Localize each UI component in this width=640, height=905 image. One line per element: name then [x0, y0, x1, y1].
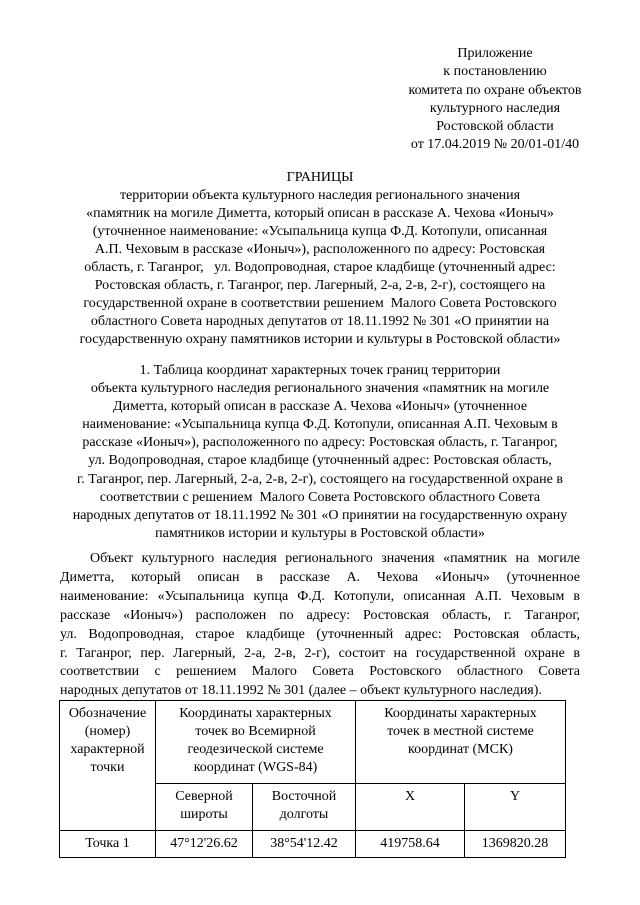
- subtitle-line: государственной охране в соответствии решением Малого Совета Ростовского: [83, 296, 557, 311]
- subtitle-line: (уточненное наименование: «Усыпальница купца Ф.Д. Котопули, описанная: [92, 224, 548, 239]
- appendix-line: культурного наследия: [429, 100, 561, 116]
- table-row: [60, 831, 566, 858]
- section-line: народных депутатов от 18.11.1992 № 301 «О принятии на государственную охрану: [72, 507, 568, 523]
- header-line: Координаты характерных: [384, 706, 537, 721]
- east-longitude-header: [253, 784, 356, 831]
- subtitle-line: «памятник на могиле Диметта, который описан в рассказе А. Чехова «Ионыч»: [86, 206, 554, 221]
- header-line: точек во Всемирной: [195, 724, 316, 739]
- section-line: памятников истории и культуры в Ростовской области»: [155, 525, 485, 541]
- section-line: ул. Водопроводная, старое кладбище (уточненный адрес: Ростовская область,: [88, 453, 552, 469]
- x-header: X: [356, 784, 465, 831]
- paragraph-line: народных депутатов от 18.11.1992 № 301 (далее – объект культурного наследия).: [60, 683, 542, 699]
- y-header: Y: [465, 784, 566, 831]
- header-line: Обозначение: [68, 706, 147, 721]
- header-line: характерной: [70, 742, 145, 757]
- table-header-row: [60, 701, 566, 784]
- subtitle-line: территории объекта культурного наследия регионального значения: [119, 188, 521, 203]
- appendix-line: к постановлению: [443, 64, 547, 80]
- document-title: ГРАНИЦЫ: [286, 170, 354, 185]
- subtitle-line: А.П. Чеховым в рассказе «Ионыч»), расположенного по адресу: Ростовская: [94, 242, 546, 257]
- section-line: рассказе «Ионыч»), расположенного по адресу: Ростовская область, г. Таганрог,: [82, 435, 558, 451]
- header-line: координат (МСК): [408, 742, 513, 757]
- coordinates-table: [59, 700, 566, 858]
- header-line: Восточной: [271, 789, 337, 804]
- paragraph-line: г. Таганрог, пер. Лагерный, 2-а, 2-в, 2-г), состоит на государственной охране в: [60, 645, 580, 661]
- appendix-line: от 17.04.2019 № 20/01-01/40: [410, 137, 580, 153]
- paragraph-line: соответствии с решением Малого Совета Ростовского областного Совета: [60, 664, 580, 680]
- appendix-block: [380, 45, 610, 155]
- header-line: точек в местной системе: [387, 724, 534, 739]
- section-line: наименование: «Усыпальница купца Ф.Д. Котопули, описанная А.П. Чеховым в: [82, 417, 558, 433]
- latitude-cell: 47°12'26.62: [156, 831, 253, 858]
- section-line: г. Таганрог, пер. Лагерный, 2-а, 2-в, 2-г), состоящего на государственной охране в: [77, 471, 563, 487]
- section-line: объекта культурного наследия регионального значения «памятник на могиле: [90, 381, 550, 397]
- point-name-cell: Точка 1: [60, 831, 156, 858]
- appendix-line: Ростовской области: [436, 119, 554, 135]
- col-wgs-header: [156, 701, 356, 784]
- header-line: Координаты характерных: [179, 706, 332, 721]
- header-line: долготы: [279, 807, 329, 822]
- section-line: 1. Таблица координат характерных точек границ территории: [139, 363, 501, 378]
- header-line: геодезической системе: [187, 742, 324, 757]
- paragraph-line: Диметта, который описан в рассказе А. Чехова «Ионыч» (уточненное: [60, 569, 580, 585]
- x-cell: 419758.64: [356, 831, 465, 858]
- paragraph-line: Объект культурного наследия регионального значения «памятник на могиле: [90, 551, 580, 566]
- header-line: Северной: [175, 789, 233, 804]
- col-msk-header: [356, 701, 566, 784]
- header-line: координат (WGS-84): [193, 760, 318, 775]
- paragraph-line: наименование: «Усыпальница купца Ф.Д. Котопули, описанная А.П. Чеховым в: [60, 588, 580, 604]
- header-line: точки: [90, 760, 125, 775]
- subtitle-line: областного Совета народных депутатов от 18.11.1992 № 301 «О принятии на: [90, 314, 550, 329]
- section-line: Диметта, который описан в рассказе А. Чехова «Ионыч» (уточненное: [112, 399, 528, 415]
- paragraph-line: рассказе «Ионыч») расположен по адресу: Ростовская область, г. Таганрог,: [60, 607, 580, 623]
- longitude-cell: 38°54'12.42: [253, 831, 356, 858]
- header-line: (номер): [84, 724, 131, 739]
- body-paragraph: [60, 550, 580, 701]
- document-subtitle: [0, 187, 640, 349]
- paragraph-line: ул. Водопроводная, старое кладбище (уточненный адрес: Ростовская область,: [60, 626, 580, 642]
- section-line: соответствии с решением Малого Совета Ростовского областного Совета: [99, 489, 541, 505]
- north-latitude-header: [156, 784, 253, 831]
- col-designation-header: [60, 701, 156, 831]
- header-line: широты: [180, 807, 228, 822]
- appendix-line: Приложение: [457, 46, 533, 61]
- subtitle-line: Ростовская область, г. Таганрог, пер. Лагерный, 2-а, 2-в, 2-г), состоящего на: [94, 278, 546, 293]
- appendix-line: комитета по охране объектов: [408, 82, 582, 98]
- subtitle-line: государственную охрану памятников истории и культуры в Ростовской области»: [79, 332, 561, 347]
- subtitle-line: область, г. Таганрог, ул. Водопроводная, старое кладбище (уточненный адрес:: [84, 260, 556, 275]
- section-1-heading: [0, 362, 640, 543]
- y-cell: 1369820.28: [465, 831, 566, 858]
